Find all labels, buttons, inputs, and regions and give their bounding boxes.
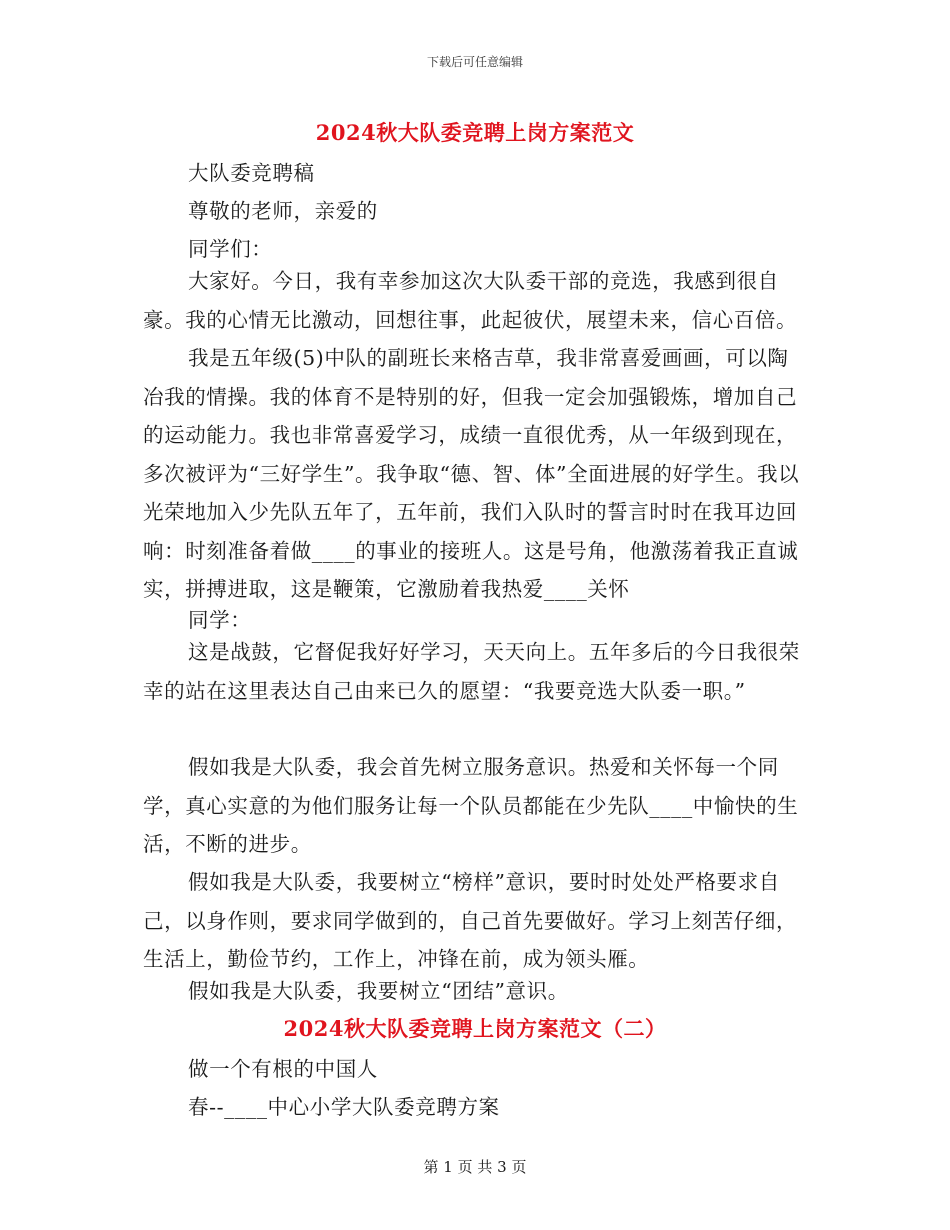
text-line: 尊敬的老师，亲爱的 [188, 199, 378, 223]
paragraph: 我是五年级(5)中队的副班长来格吉草，我非常喜爱画画，可以陶冶我的情操。我的体育不是特别的好，但我一定会加强锻炼，增加自己的运动能力。我也非常喜爱学习，成绩一直很优秀，从一年级到现在，多次被评为“三好学生”。我争取“德、智、体”全面进展的好学生。我以光荣地加入少先队五年了，五年前，我们入队时的誓言时时在我耳边回响：时刻准备着做____的事业的接班人。这是号角，他激荡着我正直诚实，拼搏进取，这是鞭策，它激励着我热爱____关怀 [143, 346, 800, 601]
paragraph: 假如我是大队委，我要树立“榜样”意识，要时时处处严格要求自己，以身作则，要求同学做到的，自己首先要做好。学习上刻苦仔细，生活上，勤俭节约，工作上，冲锋在前，成为领头雁。 [143, 870, 798, 971]
text-line: 春--____中心小学大队委竞聘方案 [188, 1095, 500, 1119]
header-note: 下载后可任意编辑 [426, 55, 523, 69]
document-title: 2024秋大队委竞聘上岗方案范文 [315, 120, 635, 145]
section-title: 2024秋大队委竞聘上岗方案范文（二） [283, 1016, 667, 1041]
text-line: 做一个有根的中国人 [188, 1057, 378, 1081]
paragraph: 大家好。今日，我有幸参加这次大队委干部的竞选，我感到很自豪。我的心情无比激动，回想往事，此起彼伏，展望未来，信心百倍。 [143, 269, 798, 332]
page-footer: 第 1 页 共 3 页 [423, 1158, 527, 1176]
paragraph: 假如我是大队委，我会首先树立服务意识。热爱和关怀每一个同学，真心实意的为他们服务让每一个队员都能在少先队____中愉快的生活，不断的进步。 [143, 755, 799, 856]
paragraph: 这是战鼓，它督促我好好学习，天天向上。五年多后的今日我很荣幸的站在这里表达自己由来已久的愿望：“我要竞选大队委一职。” [143, 640, 800, 703]
text-line: 假如我是大队委，我要树立“团结”意识。 [188, 979, 569, 1003]
text-line: 同学们： [188, 237, 273, 261]
text-line: 大队委竞聘稿 [188, 161, 315, 185]
text-line: 同学： [188, 608, 252, 632]
